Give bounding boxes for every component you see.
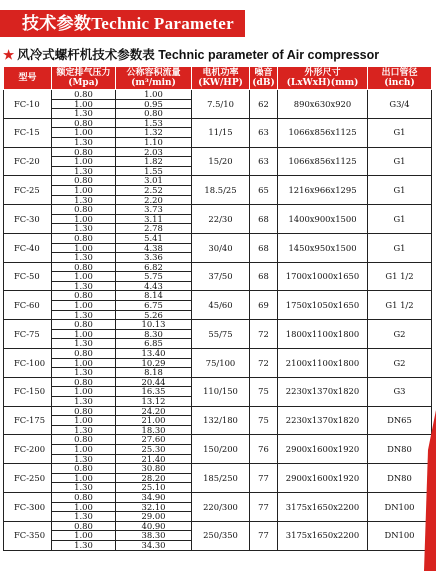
model-cell: FC-20 [4,147,52,176]
pressure-cell: 1.30 [52,483,116,493]
pressure-cell: 0.80 [52,492,116,502]
model-cell: FC-25 [4,176,52,205]
noise-cell: 68 [250,233,278,262]
pressure-cell: 1.30 [52,137,116,147]
flow-cell: 2.52 [116,185,192,195]
pressure-cell: 1.00 [52,128,116,138]
pressure-cell: 0.80 [52,90,116,100]
dimensions-cell: 3175x1650x2200 [278,492,368,521]
power-cell: 18.5/25 [192,176,250,205]
noise-cell: 72 [250,349,278,378]
power-cell: 185/250 [192,464,250,493]
flow-cell: 34.30 [116,540,192,550]
flow-cell: 4.43 [116,281,192,291]
outlet-cell: G2 [368,320,432,349]
flow-cell: 2.78 [116,224,192,234]
parameter-table [3,66,432,551]
table-row [4,320,432,330]
table-row [4,233,432,243]
header-model: 型号 [4,67,52,90]
header-dimensions: 外形尺寸 (LxWxH)(mm) [278,67,368,90]
table-row [4,349,432,359]
outlet-cell: G3/4 [368,90,432,119]
model-cell: FC-300 [4,492,52,521]
pressure-cell: 1.30 [52,368,116,378]
model-cell: FC-60 [4,291,52,320]
outlet-cell: G1 [368,176,432,205]
flow-cell: 5.75 [116,272,192,282]
flow-cell: 2.03 [116,147,192,157]
flow-cell: 3.11 [116,214,192,224]
flow-cell: 3.36 [116,253,192,263]
pressure-cell: 1.00 [52,531,116,541]
pressure-cell: 1.30 [52,310,116,320]
dimensions-cell: 2230x1370x1820 [278,377,368,406]
table-body [4,90,432,551]
flow-cell: 25.10 [116,483,192,493]
pressure-cell: 0.80 [52,349,116,359]
table-row [4,291,432,301]
flow-cell: 28.20 [116,473,192,483]
noise-cell: 65 [250,176,278,205]
flow-cell: 1.53 [116,118,192,128]
flow-cell: 32.10 [116,502,192,512]
flow-cell: 1.55 [116,166,192,176]
power-cell: 110/150 [192,377,250,406]
outlet-cell: G3 [368,377,432,406]
table-row [4,262,432,272]
flow-cell: 30.80 [116,464,192,474]
dimensions-cell: 890x630x920 [278,90,368,119]
header-noise: 噪音 (dB) [250,67,278,90]
noise-cell: 77 [250,521,278,550]
power-cell: 45/60 [192,291,250,320]
dimensions-cell: 2900x1600x1920 [278,435,368,464]
pressure-cell: 0.80 [52,435,116,445]
pressure-cell: 1.00 [52,387,116,397]
model-cell: FC-150 [4,377,52,406]
pressure-cell: 1.30 [52,109,116,119]
flow-cell: 8.30 [116,329,192,339]
flow-cell: 10.13 [116,320,192,330]
pressure-cell: 1.00 [52,416,116,426]
header-outlet: 出口管径 (inch) [368,67,432,90]
pressure-cell: 1.00 [52,358,116,368]
table-row [4,377,432,387]
noise-cell: 72 [250,320,278,349]
model-cell: FC-50 [4,262,52,291]
power-cell: 75/100 [192,349,250,378]
flow-cell: 16.35 [116,387,192,397]
noise-cell: 76 [250,435,278,464]
noise-cell: 77 [250,464,278,493]
dimensions-cell: 3175x1650x2200 [278,521,368,550]
power-cell: 37/50 [192,262,250,291]
pressure-cell: 0.80 [52,320,116,330]
table-caption [3,46,433,64]
pressure-cell: 1.30 [52,540,116,550]
table-row [4,435,432,445]
outlet-cell: G1 1/2 [368,291,432,320]
pressure-cell: 1.00 [52,99,116,109]
flow-cell: 3.01 [116,176,192,186]
outlet-cell: G1 [368,147,432,176]
table-header-row [4,67,432,90]
flow-cell: 20.44 [116,377,192,387]
outlet-cell: DN65 [368,406,432,435]
model-cell: FC-200 [4,435,52,464]
flow-cell: 6.82 [116,262,192,272]
flow-cell: 5.41 [116,233,192,243]
flow-cell: 6.85 [116,339,192,349]
noise-cell: 68 [250,262,278,291]
flow-cell: 24.20 [116,406,192,416]
flow-cell: 21.40 [116,454,192,464]
flow-cell: 4.38 [116,243,192,253]
model-cell: FC-250 [4,464,52,493]
dimensions-cell: 1216x966x1295 [278,176,368,205]
pressure-cell: 1.00 [52,185,116,195]
flow-cell: 8.14 [116,291,192,301]
pressure-cell: 0.80 [52,291,116,301]
model-cell: FC-100 [4,349,52,378]
pressure-cell: 1.00 [52,502,116,512]
dimensions-cell: 1066x856x1125 [278,147,368,176]
flow-cell: 38.30 [116,531,192,541]
pressure-cell: 0.80 [52,377,116,387]
dimensions-cell: 2900x1600x1920 [278,464,368,493]
pressure-cell: 1.30 [52,195,116,205]
power-cell: 11/15 [192,118,250,147]
flow-cell: 18.30 [116,425,192,435]
table-row [4,492,432,502]
decorative-red-stripe [422,410,436,571]
pressure-cell: 1.00 [52,243,116,253]
outlet-cell: G1 1/2 [368,262,432,291]
model-cell: FC-175 [4,406,52,435]
pressure-cell: 1.30 [52,397,116,407]
dimensions-cell: 2100x1100x1800 [278,349,368,378]
pressure-cell: 1.00 [52,329,116,339]
pressure-cell: 1.30 [52,281,116,291]
flow-cell: 0.95 [116,99,192,109]
pressure-cell: 0.80 [52,205,116,215]
flow-cell: 6.75 [116,301,192,311]
table-row [4,118,432,128]
table-row [4,464,432,474]
pressure-cell: 1.30 [52,166,116,176]
table-row [4,176,432,186]
noise-cell: 77 [250,492,278,521]
dimensions-cell: 1700x1000x1650 [278,262,368,291]
noise-cell: 68 [250,205,278,234]
flow-cell: 10.29 [116,358,192,368]
outlet-cell: DN100 [368,521,432,550]
table-caption-text: 风冷式螺杆机技术参数表 Technic parameter of Air compressor [17,48,380,62]
table-row [4,406,432,416]
pressure-cell: 1.00 [52,301,116,311]
table-row [4,90,432,100]
flow-cell: 29.00 [116,512,192,522]
dimensions-cell: 1066x856x1125 [278,118,368,147]
flow-cell: 8.18 [116,368,192,378]
noise-cell: 75 [250,377,278,406]
pressure-cell: 1.00 [52,272,116,282]
table-row [4,521,432,531]
star-icon: ★ [3,48,15,62]
banner-title: 技术参数Technic Parameter [22,14,234,33]
header-pressure: 额定排气压力 (Mpa) [52,67,116,90]
header-power: 电机功率 (KW/HP) [192,67,250,90]
power-cell: 7.5/10 [192,90,250,119]
dimensions-cell: 1800x1100x1800 [278,320,368,349]
pressure-cell: 1.00 [52,444,116,454]
dimensions-cell: 1450x950x1500 [278,233,368,262]
flow-cell: 3.73 [116,205,192,215]
table-row [4,205,432,215]
pressure-cell: 0.80 [52,406,116,416]
pressure-cell: 1.00 [52,157,116,167]
dimensions-cell: 1400x900x1500 [278,205,368,234]
flow-cell: 1.32 [116,128,192,138]
power-cell: 220/300 [192,492,250,521]
pressure-cell: 1.30 [52,224,116,234]
pressure-cell: 0.80 [52,118,116,128]
noise-cell: 63 [250,118,278,147]
model-cell: FC-40 [4,233,52,262]
flow-cell: 1.82 [116,157,192,167]
noise-cell: 75 [250,406,278,435]
pressure-cell: 1.30 [52,454,116,464]
power-cell: 30/40 [192,233,250,262]
outlet-cell: DN100 [368,492,432,521]
flow-cell: 1.10 [116,137,192,147]
model-cell: FC-75 [4,320,52,349]
power-cell: 132/180 [192,406,250,435]
table-row [4,147,432,157]
outlet-cell: DN80 [368,464,432,493]
outlet-cell: G1 [368,118,432,147]
flow-cell: 13.40 [116,349,192,359]
flow-cell: 27.60 [116,435,192,445]
model-cell: FC-15 [4,118,52,147]
noise-cell: 69 [250,291,278,320]
flow-cell: 5.26 [116,310,192,320]
model-cell: FC-10 [4,90,52,119]
pressure-cell: 0.80 [52,262,116,272]
pressure-cell: 1.00 [52,473,116,483]
noise-cell: 63 [250,147,278,176]
flow-cell: 25.30 [116,444,192,454]
pressure-cell: 1.30 [52,339,116,349]
flow-cell: 1.00 [116,90,192,100]
flow-cell: 21.00 [116,416,192,426]
power-cell: 22/30 [192,205,250,234]
pressure-cell: 1.30 [52,512,116,522]
noise-cell: 62 [250,90,278,119]
flow-cell: 2.20 [116,195,192,205]
power-cell: 150/200 [192,435,250,464]
pressure-cell: 0.80 [52,233,116,243]
flow-cell: 13.12 [116,397,192,407]
pressure-cell: 1.00 [52,214,116,224]
power-cell: 15/20 [192,147,250,176]
pressure-cell: 0.80 [52,464,116,474]
header-flow: 公称容积流量 (m³/min) [116,67,192,90]
flow-cell: 40.90 [116,521,192,531]
pressure-cell: 0.80 [52,521,116,531]
outlet-cell: G1 [368,233,432,262]
outlet-cell: DN80 [368,435,432,464]
flow-cell: 0.80 [116,109,192,119]
section-banner [0,10,245,37]
pressure-cell: 0.80 [52,147,116,157]
pressure-cell: 1.30 [52,253,116,263]
power-cell: 250/350 [192,521,250,550]
model-cell: FC-30 [4,205,52,234]
model-cell: FC-350 [4,521,52,550]
outlet-cell: G2 [368,349,432,378]
power-cell: 55/75 [192,320,250,349]
outlet-cell: G1 [368,205,432,234]
pressure-cell: 1.30 [52,425,116,435]
flow-cell: 34.90 [116,492,192,502]
dimensions-cell: 2230x1370x1820 [278,406,368,435]
dimensions-cell: 1750x1050x1650 [278,291,368,320]
pressure-cell: 0.80 [52,176,116,186]
